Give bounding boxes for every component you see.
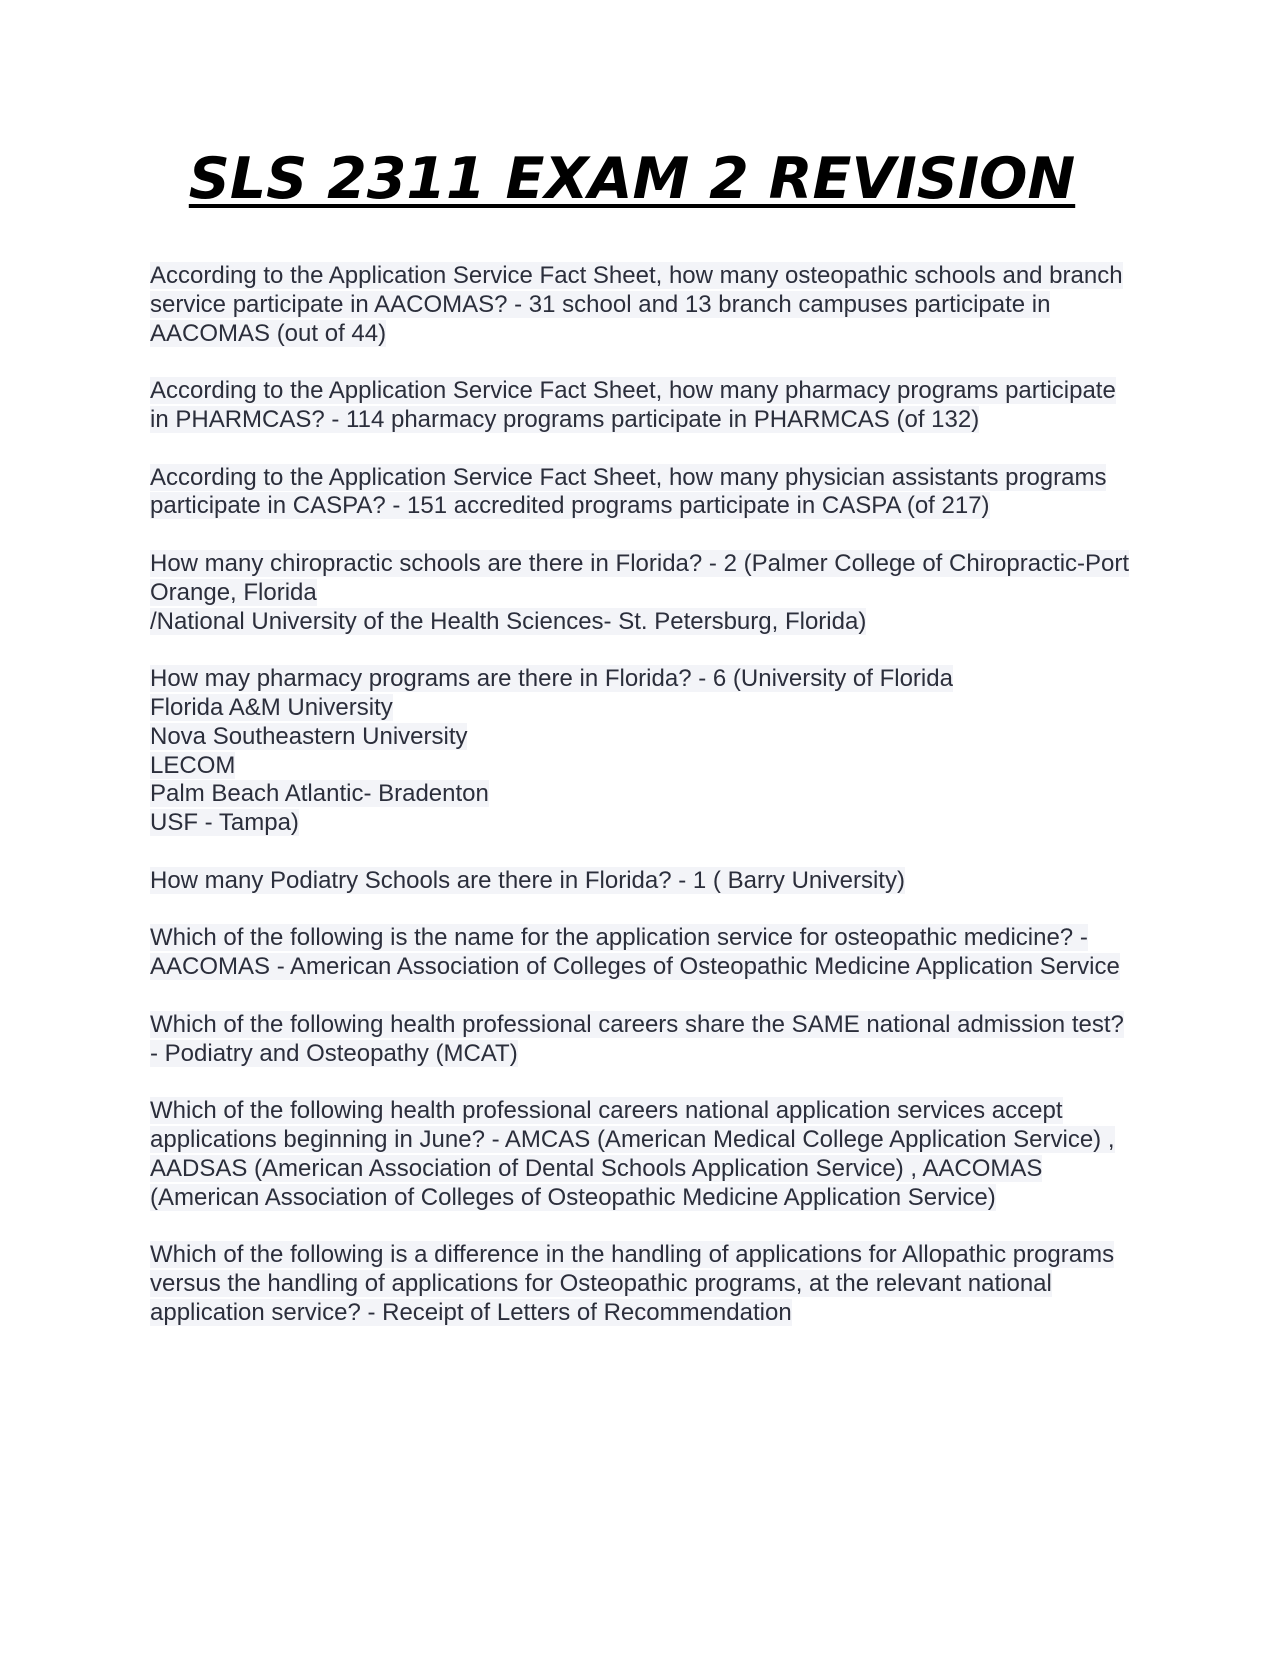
qa-text: How many chiropractic schools are there in Florida? - 2 (Palmer College of Chiropractic-Port Orange, Florida /National University of the Health Sciences- St. Petersburg, Florida) xyxy=(150,549,1130,635)
qa-text: According to the Application Service Fact Sheet, how many pharmacy programs participate in PHARMCAS? - 114 pharmacy programs participate in PHARMCAS (of 132) xyxy=(150,377,1116,433)
qa-item xyxy=(150,924,1135,982)
qa-text: Which of the following health professional careers national application services accept applications beginning in June? - AMCAS (American Medical College Application Service) , AADSAS (American Association of Dental Schools Application Service) , AACOMAS (American Association of Colleges of Osteopathic Medicine Application Service) xyxy=(150,1097,1115,1211)
qa-text: How may pharmacy programs are there in Florida? - 6 (University of Florida Florida A&M University Nova Southeastern University LECOM Palm Beach Atlantic- Bradenton USF - Tampa) xyxy=(150,665,953,837)
qa-item xyxy=(150,1097,1135,1212)
qa-text: How many Podiatry Schools are there in Florida? - 1 ( Barry University) xyxy=(150,866,905,894)
qa-text: Which of the following is a difference in the handling of applications for Allopathic programs versus the handling of applications for Osteopathic programs, at the relevant national application service? - Receipt of Letters of Recommendation xyxy=(150,1241,1115,1326)
qa-item xyxy=(150,1011,1135,1069)
qa-item xyxy=(150,377,1135,435)
qa-text: Which of the following is the name for the application service for osteopathic medicine? - AACOMAS - American Association of Colleges of Osteopathic Medicine Application Service xyxy=(150,924,1120,981)
qa-item xyxy=(150,867,1135,896)
qa-text: Which of the following health professional careers share the SAME national admission test? - Podiatry and Osteopathy (MCAT) xyxy=(150,1010,1124,1067)
qa-item xyxy=(150,550,1135,636)
qa-item xyxy=(150,1241,1135,1327)
document-title: SLS 2311 EXAM 2 REVISION xyxy=(188,146,1076,212)
qa-item xyxy=(150,665,1135,838)
qa-item xyxy=(150,262,1135,348)
qa-item xyxy=(150,464,1135,522)
qa-text: According to the Application Service Fact Sheet, how many physician assistants programs participate in CASPA? - 151 accredited programs participate in CASPA (of 217) xyxy=(150,463,1107,520)
document-body xyxy=(150,262,1135,1356)
qa-text: According to the Application Service Fact Sheet, how many osteopathic schools and branch service participate in AACOMAS? - 31 school and 13 branch campuses participate in AACOMAS (out of 44) xyxy=(150,262,1123,347)
